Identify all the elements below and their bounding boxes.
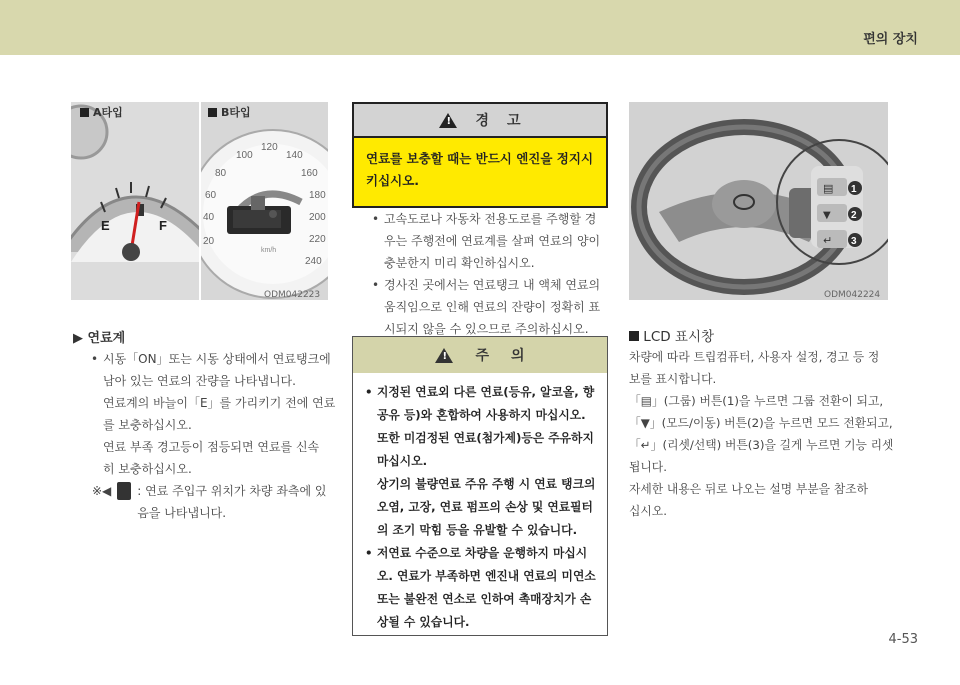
text-line: 시되지 않을 수 있으므로 주의하십시오.: [384, 322, 589, 336]
tick-label: 80: [215, 168, 227, 179]
text-line: 남아 있는 연료의 잔량을 나타냅니다.: [103, 374, 296, 388]
list-item: [372, 274, 612, 340]
header-band: [0, 0, 960, 55]
warning-body: [354, 138, 606, 202]
caution-triangle-icon: !: [435, 348, 453, 363]
text-line: 됩니다.: [629, 460, 667, 474]
text-line: • 시동「ON」또는 시동 상태에서 연료탱크에: [103, 352, 331, 366]
text-line: 또한 미검정된 연료(첨가제)등은 주유하지: [377, 431, 594, 445]
text-line: 를 보충하십시오.: [103, 418, 192, 432]
figure-a-label: [80, 104, 123, 120]
lcd-heading-text: LCD 표시창: [643, 329, 715, 345]
text-line: 「↵」(리셋/선택) 버튼(3)을 길게 누르면 기능 리셋: [629, 438, 894, 452]
warning-title-1: 경: [475, 113, 489, 129]
text-line: 연료계의 바늘이「E」를 가리키기 전에 연료: [103, 396, 336, 410]
tick-label: 120: [261, 142, 278, 153]
tick-label: 60: [205, 190, 217, 201]
text-line: • 지정된 연료외 다른 연료(등유, 알코올, 향: [377, 385, 595, 399]
tick-label: 100: [236, 150, 253, 161]
text-line: • 고속도로나 자동차 전용도로를 주행할 경: [384, 212, 597, 226]
list-item: [365, 542, 597, 634]
caution-box: [352, 336, 608, 636]
figure-code-right: ODM042224: [824, 290, 881, 300]
text-line: 의 조기 막힘 등을 유발할 수 있습니다.: [377, 523, 578, 537]
text-line: 움직임으로 인해 연료의 잔량이 정확히 표: [384, 300, 601, 314]
warning-triangle-icon: !: [439, 113, 457, 128]
caution-title-2: 의: [511, 348, 525, 364]
square-bullet-icon: [629, 331, 639, 341]
warning-title-2: 고: [507, 113, 521, 129]
list-item: [372, 208, 612, 274]
driving-tips: [372, 208, 612, 340]
speedometer-illustration: [201, 102, 328, 300]
fuel-door-note: [92, 480, 352, 524]
text-line: 상될 수 있습니다.: [377, 615, 470, 629]
caution-body: [353, 373, 607, 634]
figure-b-type: [201, 102, 328, 300]
button-number-2: 2: [851, 210, 857, 221]
caution-title-1: 주: [475, 348, 489, 364]
button-number-3: 3: [851, 236, 857, 247]
text-line: 연료를 보충할 때는 반드시 엔진을 정지시: [366, 151, 594, 166]
svg-text:↵: ↵: [823, 234, 833, 247]
fuel-pump-icon: [117, 482, 131, 500]
gauge-empty-label: E: [101, 218, 110, 233]
note-prefix: ※◀: [92, 484, 112, 498]
svg-text:▤: ▤: [823, 182, 834, 195]
text-line: 오염, 고장, 연료 펌프의 손상 및 연료필터: [377, 500, 593, 514]
caution-header: [353, 337, 607, 373]
triangle-right-icon: ▶: [73, 331, 88, 346]
warning-header: [354, 104, 606, 138]
text-line: 「▼」(모드/이동) 버튼(2)을 누르면 모드 전환되고,: [629, 416, 893, 430]
text-line: 보를 표시합니다.: [629, 372, 717, 386]
tick-label: 160: [301, 168, 318, 179]
figure-b-label-text: B타입: [221, 106, 251, 119]
fuel-gauge-illustration: [71, 102, 199, 300]
text-line: : 연료 주입구 위치가 차량 좌측에 있: [137, 484, 327, 498]
tick-label: 180: [309, 190, 326, 201]
note-row: [92, 480, 352, 524]
tick-label: 220: [309, 234, 326, 245]
page-number: 4-53: [888, 632, 918, 647]
square-bullet-icon: [80, 108, 89, 117]
text-line: 「▤」(그룹) 버튼(1)을 누르면 그룹 전환이 되고,: [629, 394, 884, 408]
text-line: 오. 연료가 부족하면 엔진내 연료의 미연소: [377, 569, 596, 583]
tick-label: 140: [286, 150, 303, 161]
text-line: 히 보충하십시오.: [103, 462, 192, 476]
text-line: 자세한 내용은 뒤로 나오는 설명 부분을 참조하: [629, 482, 869, 496]
text-line: 십시오.: [629, 504, 667, 518]
tick-label: 20: [203, 236, 215, 247]
list-item: [91, 348, 351, 480]
text-line: 충분한지 미리 확인하십시오.: [384, 256, 535, 270]
tick-label: 240: [305, 256, 322, 267]
figure-steering-wheel: [629, 102, 888, 300]
text-line: 연료 부족 경고등이 점등되면 연료를 신속: [103, 440, 320, 454]
text-line: 또는 불완전 연소로 인하여 촉매장치가 손: [377, 592, 592, 606]
figure-code-left: ODM042223: [264, 290, 321, 300]
text-line: 키십시오.: [366, 173, 420, 188]
figure-a-label-text: A타입: [93, 106, 123, 119]
text-line: • 경사진 곳에서는 연료탱크 내 액체 연료의: [384, 278, 601, 292]
page-header-title: 편의 장치: [863, 32, 918, 47]
lcd-description: [629, 346, 894, 522]
text-line: 상기의 불량연료 주유 주행 시 연료 탱크의: [377, 477, 596, 491]
svg-text:▼: ▼: [823, 210, 831, 221]
text-line: 음을 나타냅니다.: [137, 506, 227, 520]
list-item: [365, 381, 597, 542]
fuel-gauge-description: [91, 348, 351, 480]
steering-wheel-illustration: [629, 102, 888, 300]
fuel-gauge-heading: [73, 327, 125, 346]
square-bullet-icon: [208, 108, 217, 117]
tick-label: 200: [309, 212, 326, 223]
tick-label: 40: [203, 212, 215, 223]
text-line: 공유 등)와 혼합하여 사용하지 마십시오.: [377, 408, 586, 422]
text-line: 우는 주행전에 연료계를 살펴 연료의 양이: [384, 234, 601, 248]
gauge-full-label: F: [159, 218, 167, 233]
text-line: 차량에 따라 트립컴퓨터, 사용자 설정, 경고 등 정: [629, 350, 880, 364]
figure-b-label: [208, 104, 251, 120]
button-number-1: 1: [851, 184, 857, 195]
figure-a-type: [71, 102, 199, 300]
note-text: [137, 480, 326, 524]
text-line: • 저연료 수준으로 차량을 운행하지 마십시: [377, 546, 588, 560]
text-line: 마십시오.: [377, 454, 428, 468]
fuel-gauge-heading-text: 연료계: [87, 331, 126, 346]
warning-box: [352, 102, 608, 208]
speed-unit: km/h: [261, 247, 277, 254]
lcd-heading: [629, 325, 714, 345]
